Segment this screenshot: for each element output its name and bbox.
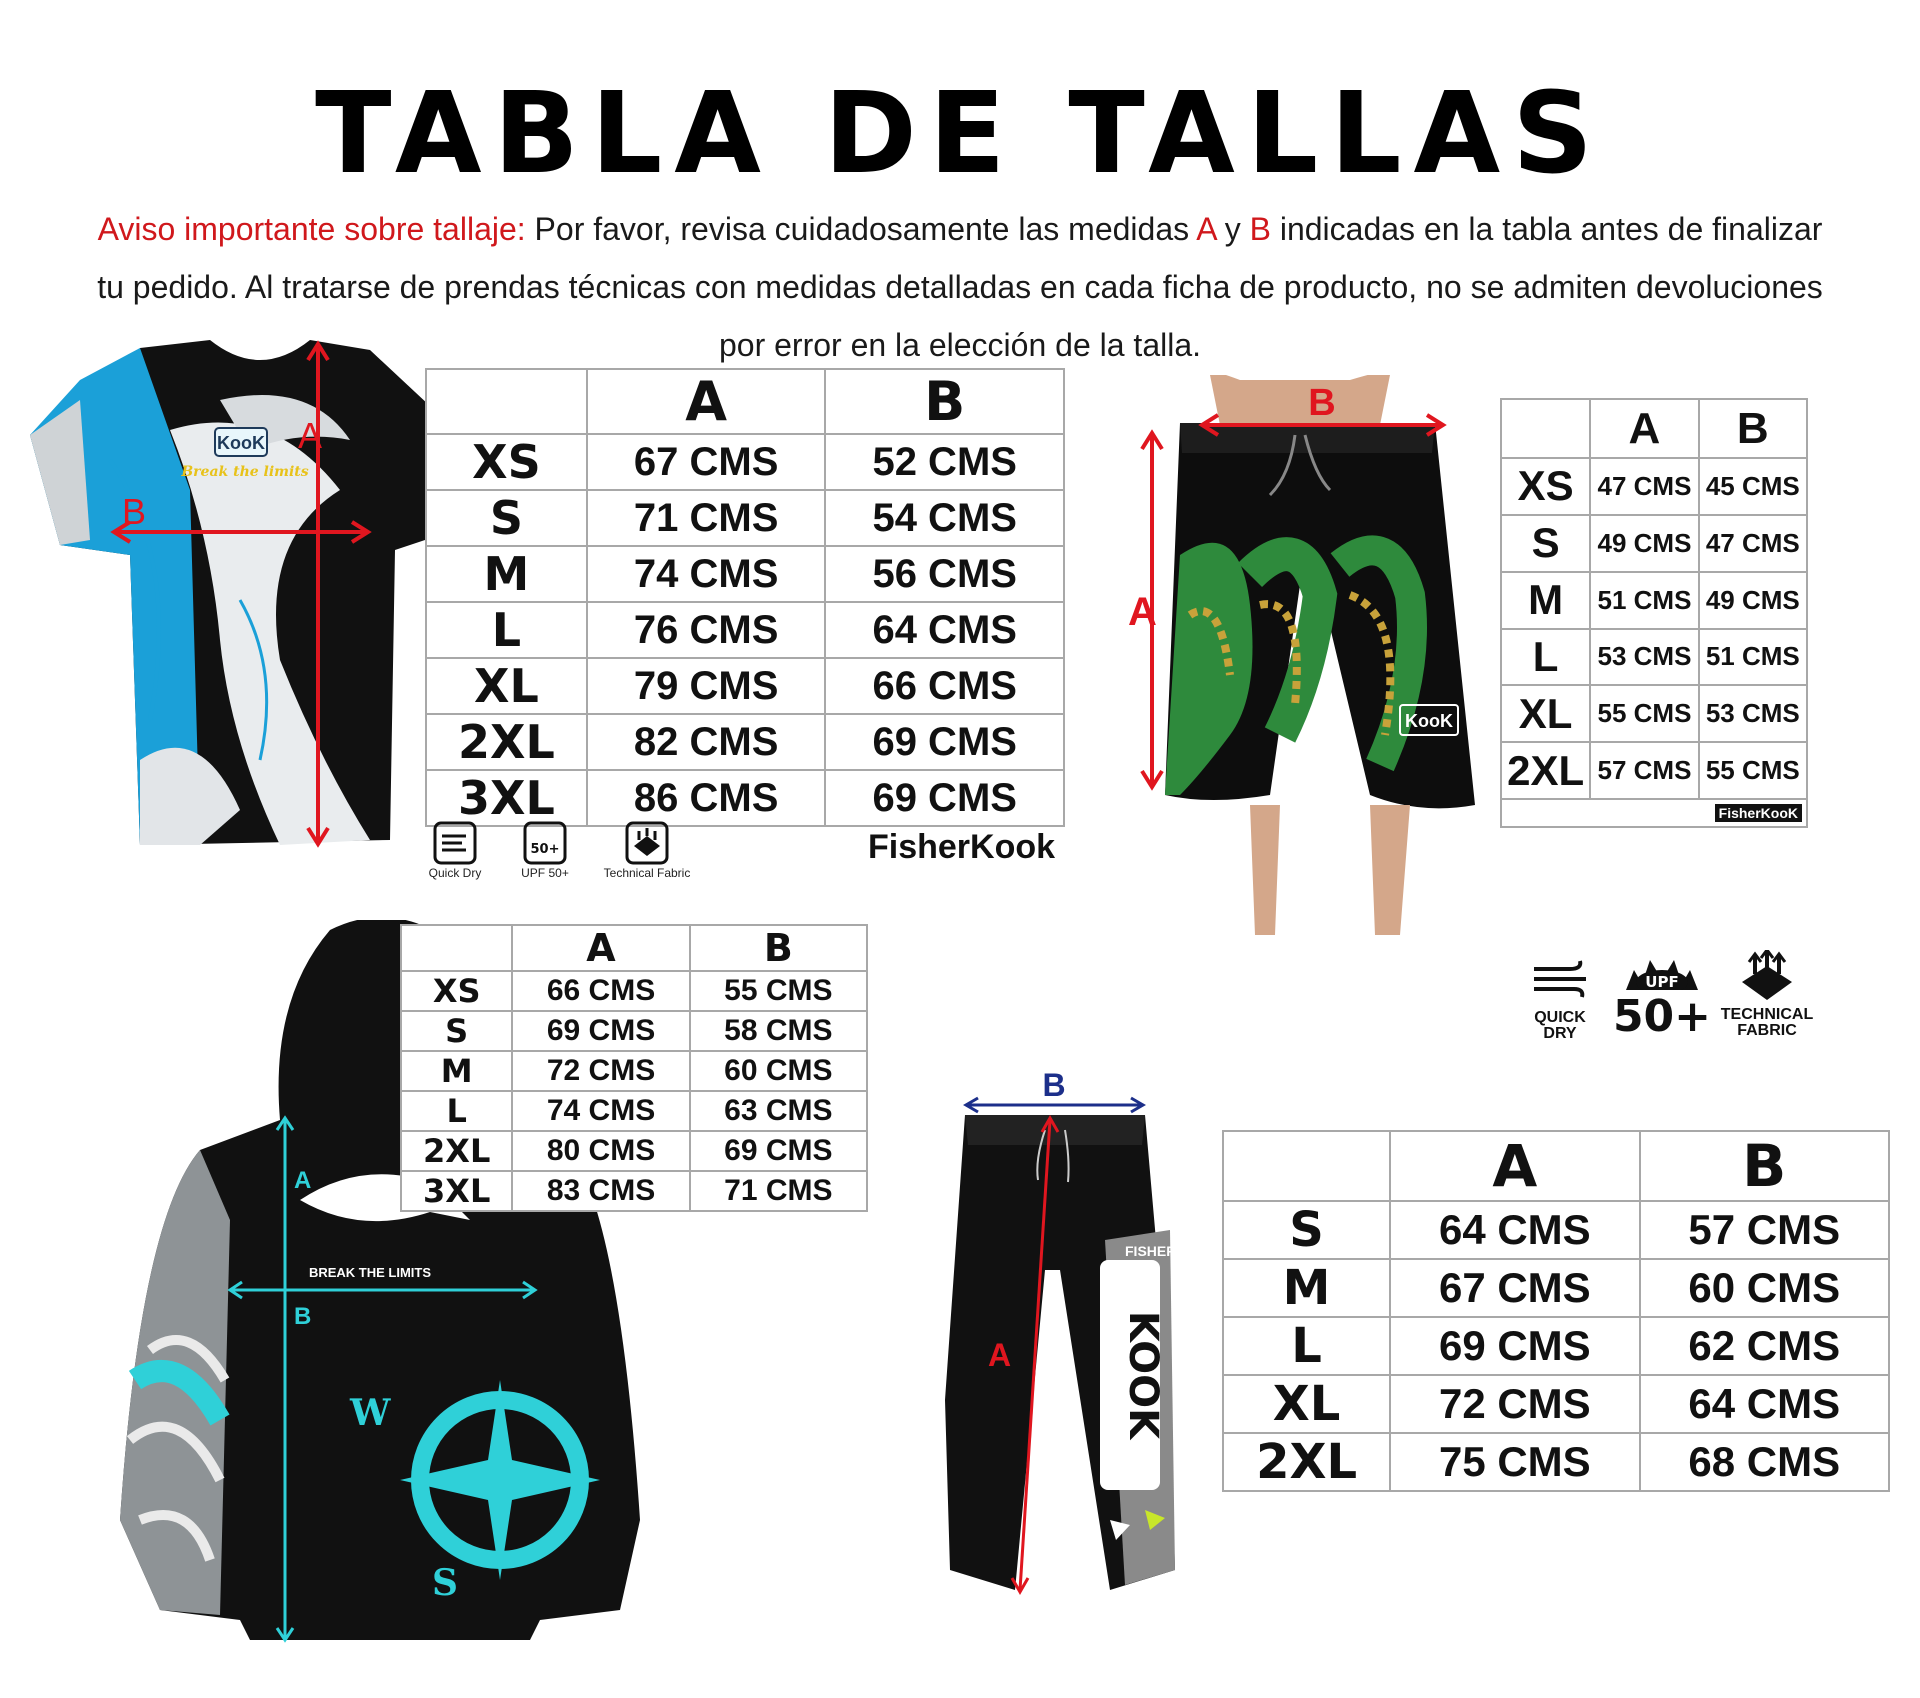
b-cell: 54 CMS: [825, 490, 1064, 546]
notice-text-2: indicadas en la tabla antes de finalizar tu pedido. Al tratarse de prendas técnicas con medidas detalladas en cada ficha de producto, no se admiten devoluciones por error en la elección de la talla.: [97, 211, 1823, 363]
tshirt-slogan: Break the limits: [181, 464, 309, 480]
b-cell: 68 CMS: [1640, 1433, 1889, 1491]
header-b: B: [825, 369, 1064, 434]
quick-dry-icon: [432, 820, 478, 866]
table-footer-row: [1501, 799, 1807, 827]
table-row: [426, 490, 1064, 546]
header-b: B: [690, 925, 867, 971]
b-cell: 69 CMS: [690, 1131, 867, 1171]
table-row: [426, 770, 1064, 826]
a-cell: 66 CMS: [512, 971, 689, 1011]
a-cell: 72 CMS: [512, 1051, 689, 1091]
size-cell: XL: [1501, 685, 1590, 742]
table-row: [401, 1091, 867, 1131]
shorts-label-b: B: [1308, 382, 1336, 424]
table-row: [401, 1051, 867, 1091]
size-cell: 2XL: [1501, 742, 1590, 799]
size-cell: 2XL: [401, 1131, 512, 1171]
table-row: [1223, 1201, 1889, 1259]
a-cell: 69 CMS: [1390, 1317, 1639, 1375]
size-cell: L: [1501, 629, 1590, 686]
upf-large-badge: [1612, 950, 1712, 1042]
b-cell: 64 CMS: [1640, 1375, 1889, 1433]
b-cell: 66 CMS: [825, 658, 1064, 714]
b-cell: 69 CMS: [825, 714, 1064, 770]
tshirt-illustration: [20, 340, 460, 850]
tshirt-brand: FisherKook: [868, 828, 1056, 866]
sun-icon: [1612, 950, 1712, 990]
b-cell: 69 CMS: [825, 770, 1064, 826]
b-cell: 62 CMS: [1640, 1317, 1889, 1375]
b-cell: 57 CMS: [1640, 1201, 1889, 1259]
shorts-illustration: [1120, 375, 1500, 935]
size-cell: S: [1223, 1201, 1390, 1259]
a-cell: 53 CMS: [1590, 629, 1698, 686]
notice-conj: y: [1224, 211, 1241, 247]
size-cell: XS: [401, 971, 512, 1011]
joggers-label-b: B: [1042, 1070, 1066, 1103]
notice-letter-b: B: [1249, 211, 1271, 247]
size-cell: S: [1501, 515, 1590, 572]
table-row: [1501, 742, 1807, 799]
size-cell: M: [426, 546, 587, 602]
size-cell: L: [401, 1091, 512, 1131]
a-cell: 76 CMS: [587, 602, 826, 658]
technical-fabric-large-icon: [1712, 950, 1822, 1002]
table-header-row: [1223, 1131, 1889, 1201]
table-header-row: [401, 925, 867, 971]
b-cell: 60 CMS: [1640, 1259, 1889, 1317]
b-cell: 49 CMS: [1699, 572, 1807, 629]
table-row: [1501, 572, 1807, 629]
quick-dry-badge: [1530, 955, 1590, 1042]
a-cell: 49 CMS: [1590, 515, 1698, 572]
upf-feature: [510, 820, 580, 880]
b-cell: 56 CMS: [825, 546, 1064, 602]
a-cell: 67 CMS: [1390, 1259, 1639, 1317]
a-cell: 57 CMS: [1590, 742, 1698, 799]
hoodie-label-b: B: [294, 1303, 312, 1330]
tshirt-label-b: B: [122, 491, 147, 532]
shorts-label-a: A: [1128, 590, 1157, 634]
shorts-brand-label: FisherKooK: [1715, 804, 1802, 822]
a-cell: 55 CMS: [1590, 685, 1698, 742]
size-cell: XS: [426, 434, 587, 490]
joggers-size-table: [1222, 1130, 1890, 1492]
upf-icon: [522, 820, 568, 866]
size-cell: 3XL: [401, 1171, 512, 1211]
a-cell: 64 CMS: [1390, 1201, 1639, 1259]
a-cell: 83 CMS: [512, 1171, 689, 1211]
shorts-brand: [1501, 799, 1807, 827]
hoodie-compass-w: W: [350, 1392, 391, 1434]
table-header-row: [1501, 399, 1807, 458]
b-cell: 53 CMS: [1699, 685, 1807, 742]
page-title: TABLA DE TALLAS: [315, 69, 1605, 199]
a-cell: 71 CMS: [587, 490, 826, 546]
a-cell: 72 CMS: [1390, 1375, 1639, 1433]
table-row: [426, 658, 1064, 714]
table-row: [1223, 1433, 1889, 1491]
header-empty: [426, 369, 587, 434]
upf-large-label: UPF: [1645, 973, 1679, 990]
table-row: [1501, 515, 1807, 572]
b-cell: 64 CMS: [825, 602, 1064, 658]
b-cell: 55 CMS: [1699, 742, 1807, 799]
size-cell: M: [1501, 572, 1590, 629]
table-row: [401, 1131, 867, 1171]
header-a: A: [1390, 1131, 1639, 1201]
a-cell: 51 CMS: [1590, 572, 1698, 629]
joggers-logo-small: FISHER: [1125, 1243, 1177, 1259]
size-cell: 3XL: [426, 770, 587, 826]
header-a: A: [512, 925, 689, 971]
a-cell: 79 CMS: [587, 658, 826, 714]
table-row: [1223, 1375, 1889, 1433]
joggers-label-a: A: [988, 1337, 1012, 1373]
b-cell: 63 CMS: [690, 1091, 867, 1131]
table-row: [1501, 685, 1807, 742]
table-row: [426, 602, 1064, 658]
quick-dry-large-icon: [1530, 955, 1590, 1005]
b-cell: 60 CMS: [690, 1051, 867, 1091]
hoodie-label-a: A: [294, 1167, 312, 1194]
a-cell: 74 CMS: [587, 546, 826, 602]
a-cell: 80 CMS: [512, 1131, 689, 1171]
tshirt-label-a: A: [298, 415, 323, 456]
shorts-size-table: [1500, 398, 1808, 828]
table-row: [401, 1011, 867, 1051]
table-header-row: [426, 369, 1064, 434]
shorts-badge: KooK: [1405, 711, 1453, 731]
technical-fabric-feature: [592, 820, 702, 880]
b-cell: 71 CMS: [690, 1171, 867, 1211]
size-cell: S: [401, 1011, 512, 1051]
b-cell: 47 CMS: [1699, 515, 1807, 572]
joggers-logo-large: KOOK: [1120, 1310, 1166, 1440]
table-row: [1223, 1317, 1889, 1375]
hoodie-size-table: [400, 924, 868, 1212]
size-cell: S: [426, 490, 587, 546]
size-cell: XS: [1501, 458, 1590, 515]
technical-fabric-label: Technical Fabric: [603, 866, 691, 880]
size-cell: XL: [1223, 1375, 1390, 1433]
b-cell: 45 CMS: [1699, 458, 1807, 515]
quick-dry-label: Quick Dry: [428, 866, 482, 880]
a-cell: 69 CMS: [512, 1011, 689, 1051]
b-cell: 55 CMS: [690, 971, 867, 1011]
quick-dry-large-label: QUICK DRY: [1534, 1009, 1586, 1042]
table-row: [1223, 1259, 1889, 1317]
size-cell: L: [426, 602, 587, 658]
b-cell: 51 CMS: [1699, 629, 1807, 686]
table-row: [401, 1171, 867, 1211]
tshirt-badge: KooK: [217, 433, 265, 453]
upf-label: UPF 50+: [521, 866, 569, 880]
joggers-illustration: [920, 1070, 1200, 1610]
header-empty: [1501, 399, 1590, 458]
table-row: [1501, 629, 1807, 686]
a-cell: 82 CMS: [587, 714, 826, 770]
hoodie-slogan: BREAK THE LIMITS: [308, 1265, 432, 1280]
table-row: [401, 971, 867, 1011]
header-a: A: [587, 369, 826, 434]
upf-badge-text: 50+: [530, 842, 560, 857]
b-cell: 58 CMS: [690, 1011, 867, 1051]
a-cell: 86 CMS: [587, 770, 826, 826]
b-cell: 52 CMS: [825, 434, 1064, 490]
tshirt-size-table: [425, 368, 1065, 827]
header-empty: [401, 925, 512, 971]
technical-fabric-large-label: TECHNICAL FABRIC: [1720, 1006, 1814, 1039]
size-cell: M: [1223, 1259, 1390, 1317]
notice-text-1: Por favor, revisa cuidadosamente las medidas: [534, 211, 1190, 247]
header-b: B: [1699, 399, 1807, 458]
size-cell: L: [1223, 1317, 1390, 1375]
header-b: B: [1640, 1131, 1889, 1201]
table-row: [426, 714, 1064, 770]
technical-fabric-icon: [624, 820, 670, 866]
table-row: [426, 434, 1064, 490]
size-cell: M: [401, 1051, 512, 1091]
notice-lead: Aviso importante sobre tallaje:: [97, 211, 526, 247]
notice-letter-a: A: [1196, 211, 1216, 247]
upf-large-value: 50+: [1612, 991, 1712, 1042]
table-row: [426, 546, 1064, 602]
size-cell: XL: [426, 658, 587, 714]
a-cell: 47 CMS: [1590, 458, 1698, 515]
a-cell: 74 CMS: [512, 1091, 689, 1131]
header-empty: [1223, 1131, 1390, 1201]
size-cell: 2XL: [1223, 1433, 1390, 1491]
quick-dry-feature: [420, 820, 490, 880]
size-cell: 2XL: [426, 714, 587, 770]
technical-fabric-badge: [1712, 950, 1822, 1039]
table-row: [1501, 458, 1807, 515]
a-cell: 75 CMS: [1390, 1433, 1639, 1491]
header-a: A: [1590, 399, 1698, 458]
hoodie-compass-s: S: [432, 1562, 458, 1604]
a-cell: 67 CMS: [587, 434, 826, 490]
